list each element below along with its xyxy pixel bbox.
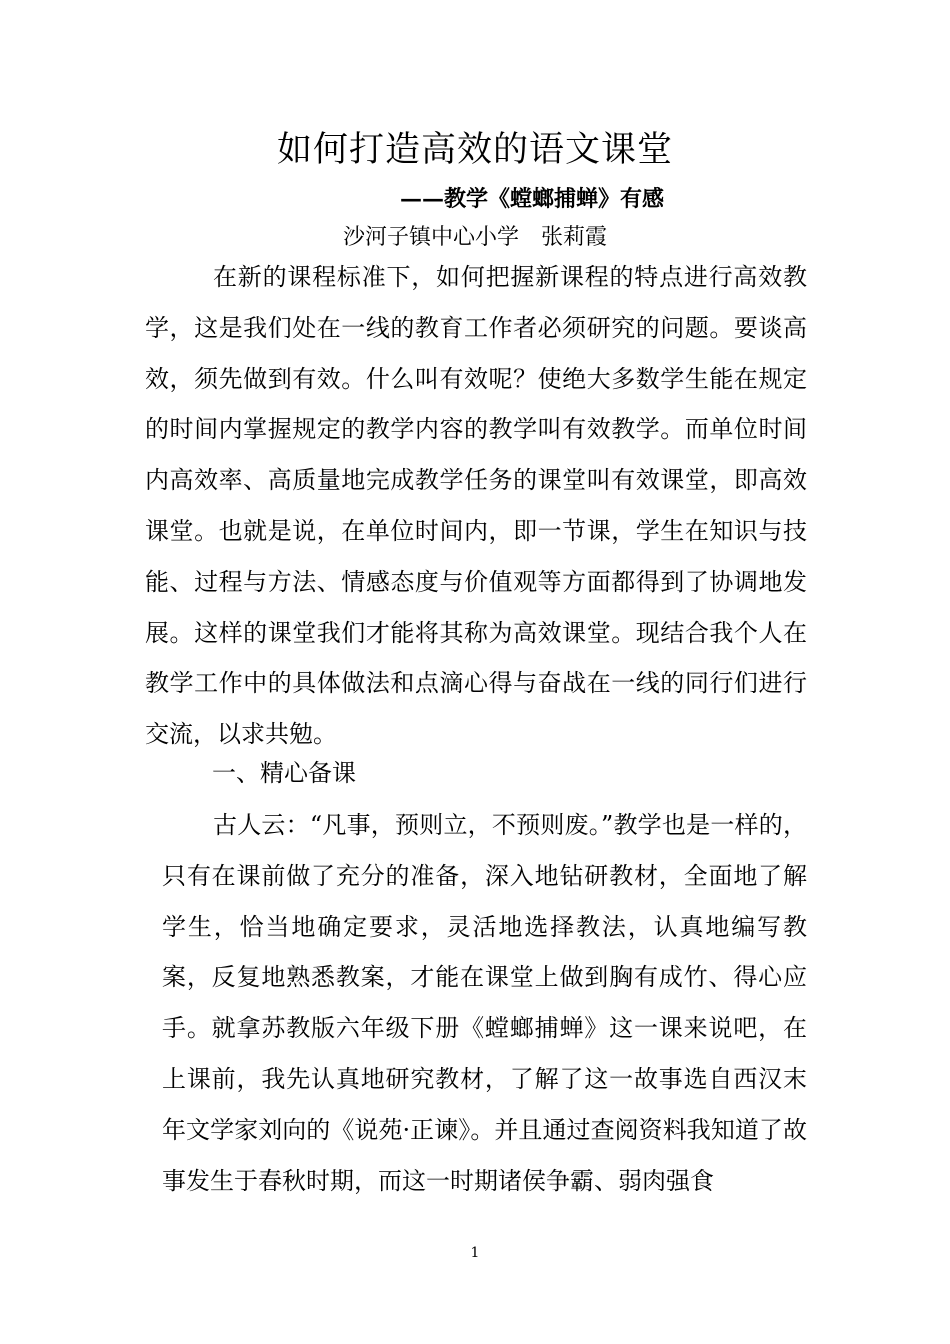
- section-heading: 一、精心备课: [212, 759, 356, 787]
- section-paragraph: 古人云：“凡事，预则立，不预则废。”教学也是一样的，只有在课前做了充分的准备，深入地钻研教材，全面地了解学生，恰当地确定要求，灵活地选择教法，认真地编写教案，反复地熟悉教案，才能在课堂上做到胸有成竹、得心应手。就拿苏教版六年级下册《螳螂捕蝉》这一课来说吧，在上课前，我先认真地研究教材，了解了这一故事选自西汉末年文学家刘向的《说苑·正谏》。并且通过查阅资料我知道了故事发生于春秋时期，而这一时期诸侯争霸、弱肉强食: [162, 811, 807, 1195]
- section-body: [162, 800, 807, 1206]
- author-line: [0, 222, 950, 254]
- author-school: 沙河子镇中心小学: [342, 225, 519, 250]
- document-title: 如何打造高效的语文课堂: [276, 130, 673, 170]
- author-name: 张莉霞: [541, 225, 608, 250]
- intro-paragraph: 在新的课程标准下，如何把握新课程的特点进行高效教学，这是我们处在一线的教育工作者必须研究的问题。要谈高效，须先做到有效。什么叫有效呢？使绝大多数学生能在规定的时间内掌握规定的教学内容的教学叫有效教学。而单位时间内高效率、高质量地完成教学任务的课堂叫有效课堂，即高效课堂。也就是说，在单位时间内，即一节课，学生在知识与技能、过程与方法、情感态度与价值观等方面都得到了协调地发展。这样的课堂我们才能将其称为高效课堂。现结合我个人在教学工作中的具体做法和点滴心得与奋战在一线的同行们进行交流，以求共勉。: [145, 263, 807, 749]
- page-number: 1: [470, 1245, 480, 1261]
- intro-section: [145, 252, 807, 760]
- document-subtitle: ——教学《螳螂捕蝉》有感: [400, 186, 665, 212]
